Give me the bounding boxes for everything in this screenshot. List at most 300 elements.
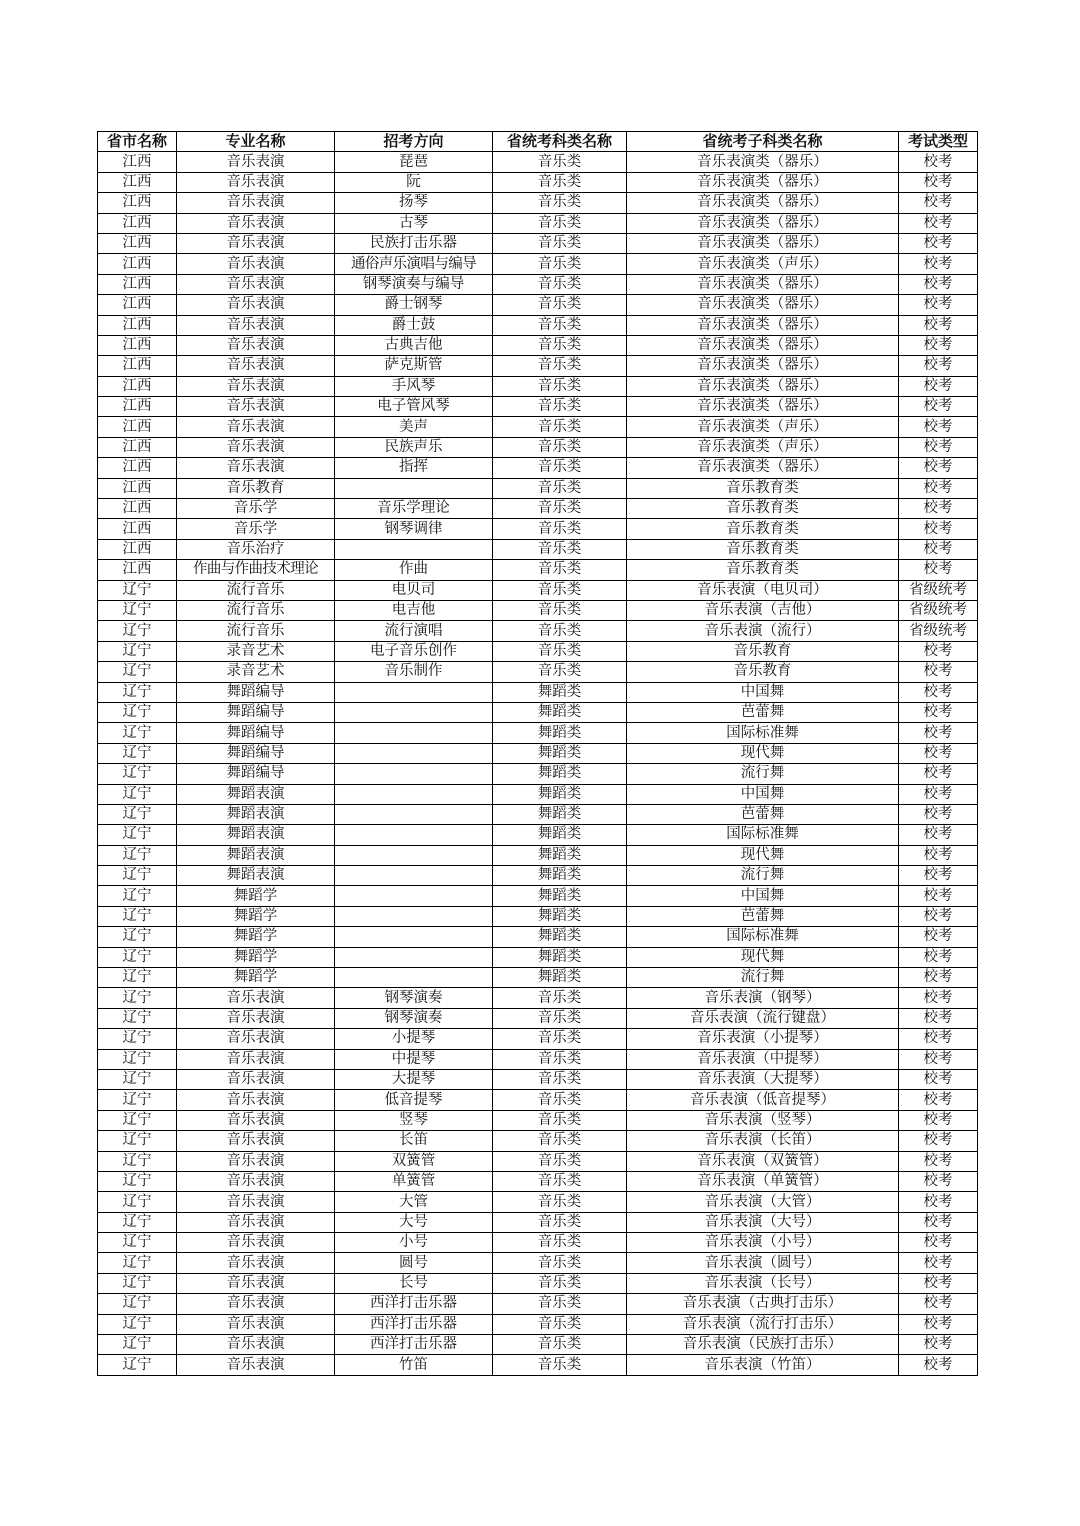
cell-exam-type: 校考 (899, 906, 978, 926)
cell-category: 音乐类 (493, 499, 627, 519)
cell-direction (335, 784, 493, 804)
cell-major: 音乐表演 (177, 988, 335, 1008)
cell-subcategory: 音乐表演（电贝司） (627, 580, 899, 600)
cell-major: 舞蹈学 (177, 927, 335, 947)
table-row (98, 233, 978, 253)
table-header-row (98, 132, 978, 152)
table-row (98, 580, 978, 600)
cell-direction: 电子音乐创作 (335, 641, 493, 661)
cell-province: 辽宁 (98, 1212, 177, 1232)
cell-exam-type: 校考 (899, 152, 978, 172)
cell-province: 辽宁 (98, 886, 177, 906)
cell-exam-type: 校考 (899, 1069, 978, 1089)
cell-category: 舞蹈类 (493, 947, 627, 967)
header-direction: 招考方向 (335, 132, 493, 152)
cell-exam-type: 校考 (899, 723, 978, 743)
table-row (98, 600, 978, 620)
cell-exam-type: 校考 (899, 560, 978, 580)
cell-category: 舞蹈类 (493, 845, 627, 865)
cell-direction (335, 702, 493, 722)
cell-direction (335, 927, 493, 947)
cell-exam-type: 校考 (899, 315, 978, 335)
cell-province: 辽宁 (98, 968, 177, 988)
cell-province: 江西 (98, 152, 177, 172)
cell-exam-type: 校考 (899, 1110, 978, 1130)
cell-subcategory: 音乐教育类 (627, 478, 899, 498)
cell-direction: 大号 (335, 1212, 493, 1232)
cell-major: 音乐表演 (177, 1233, 335, 1253)
cell-exam-type: 省级统考 (899, 621, 978, 641)
cell-exam-type: 校考 (899, 886, 978, 906)
cell-major: 舞蹈编导 (177, 743, 335, 763)
table-row (98, 702, 978, 722)
cell-category: 音乐类 (493, 1029, 627, 1049)
table-row (98, 152, 978, 172)
cell-category: 舞蹈类 (493, 784, 627, 804)
cell-province: 江西 (98, 397, 177, 417)
cell-major: 舞蹈表演 (177, 804, 335, 824)
cell-exam-type: 校考 (899, 295, 978, 315)
cell-direction: 西洋打击乐器 (335, 1314, 493, 1334)
cell-exam-type: 校考 (899, 499, 978, 519)
cell-major: 舞蹈表演 (177, 866, 335, 886)
cell-direction: 扬琴 (335, 193, 493, 213)
table-row (98, 417, 978, 437)
table-row (98, 1192, 978, 1212)
cell-exam-type: 校考 (899, 1233, 978, 1253)
cell-exam-type: 校考 (899, 682, 978, 702)
cell-direction: 低音提琴 (335, 1090, 493, 1110)
cell-subcategory: 音乐表演（民族打击乐） (627, 1335, 899, 1355)
table-row (98, 458, 978, 478)
table-row (98, 1090, 978, 1110)
cell-province: 辽宁 (98, 1314, 177, 1334)
cell-category: 音乐类 (493, 1069, 627, 1089)
cell-category: 舞蹈类 (493, 968, 627, 988)
cell-province: 江西 (98, 539, 177, 559)
cell-subcategory: 音乐表演类（声乐） (627, 417, 899, 437)
cell-province: 辽宁 (98, 743, 177, 763)
cell-direction (335, 947, 493, 967)
header-subcategory: 省统考子科类名称 (627, 132, 899, 152)
cell-category: 音乐类 (493, 356, 627, 376)
cell-subcategory: 音乐表演类（器乐） (627, 315, 899, 335)
cell-exam-type: 校考 (899, 539, 978, 559)
cell-direction (335, 743, 493, 763)
cell-category: 舞蹈类 (493, 886, 627, 906)
table-row (98, 764, 978, 784)
cell-major: 舞蹈表演 (177, 784, 335, 804)
cell-direction: 小号 (335, 1233, 493, 1253)
cell-direction: 电子管风琴 (335, 397, 493, 417)
cell-major: 录音艺术 (177, 662, 335, 682)
cell-category: 舞蹈类 (493, 723, 627, 743)
cell-direction: 西洋打击乐器 (335, 1335, 493, 1355)
cell-direction: 大管 (335, 1192, 493, 1212)
cell-province: 辽宁 (98, 1294, 177, 1314)
enrollment-table (97, 131, 978, 1376)
cell-province: 辽宁 (98, 906, 177, 926)
cell-province: 江西 (98, 233, 177, 253)
cell-exam-type: 校考 (899, 356, 978, 376)
cell-category: 音乐类 (493, 1233, 627, 1253)
cell-direction: 大提琴 (335, 1069, 493, 1089)
cell-direction: 小提琴 (335, 1029, 493, 1049)
cell-direction: 电吉他 (335, 600, 493, 620)
table-row (98, 682, 978, 702)
cell-subcategory: 音乐表演（流行） (627, 621, 899, 641)
cell-province: 江西 (98, 437, 177, 457)
cell-province: 辽宁 (98, 1049, 177, 1069)
cell-direction: 古典吉他 (335, 335, 493, 355)
cell-province: 江西 (98, 193, 177, 213)
cell-subcategory: 音乐表演（长号） (627, 1273, 899, 1293)
table-row (98, 1171, 978, 1191)
cell-exam-type: 校考 (899, 458, 978, 478)
cell-direction (335, 906, 493, 926)
cell-subcategory: 音乐表演类（器乐） (627, 376, 899, 396)
cell-province: 辽宁 (98, 682, 177, 702)
cell-subcategory: 音乐表演（钢琴） (627, 988, 899, 1008)
cell-category: 音乐类 (493, 254, 627, 274)
cell-major: 音乐表演 (177, 1355, 335, 1375)
cell-subcategory: 音乐教育类 (627, 519, 899, 539)
cell-exam-type: 校考 (899, 233, 978, 253)
table-row (98, 376, 978, 396)
cell-exam-type: 校考 (899, 1253, 978, 1273)
cell-province: 江西 (98, 274, 177, 294)
cell-exam-type: 校考 (899, 1008, 978, 1028)
cell-category: 音乐类 (493, 437, 627, 457)
cell-major: 舞蹈学 (177, 947, 335, 967)
cell-major: 音乐表演 (177, 1151, 335, 1171)
cell-major: 音乐表演 (177, 1192, 335, 1212)
cell-subcategory: 音乐表演类（器乐） (627, 233, 899, 253)
cell-exam-type: 校考 (899, 1273, 978, 1293)
cell-exam-type: 校考 (899, 1151, 978, 1171)
cell-direction (335, 968, 493, 988)
cell-category: 音乐类 (493, 1212, 627, 1232)
cell-subcategory: 音乐表演（流行打击乐） (627, 1314, 899, 1334)
cell-province: 辽宁 (98, 580, 177, 600)
table-row (98, 560, 978, 580)
cell-category: 音乐类 (493, 274, 627, 294)
cell-direction: 竹笛 (335, 1355, 493, 1375)
table-row (98, 1212, 978, 1232)
table-row (98, 1131, 978, 1151)
table-row (98, 866, 978, 886)
cell-direction: 爵士钢琴 (335, 295, 493, 315)
table-row (98, 1008, 978, 1028)
cell-category: 音乐类 (493, 172, 627, 192)
cell-subcategory: 音乐表演（圆号） (627, 1253, 899, 1273)
cell-category: 音乐类 (493, 1273, 627, 1293)
cell-major: 音乐表演 (177, 417, 335, 437)
table-row (98, 1253, 978, 1273)
cell-subcategory: 中国舞 (627, 784, 899, 804)
cell-province: 江西 (98, 335, 177, 355)
cell-province: 辽宁 (98, 1029, 177, 1049)
cell-exam-type: 校考 (899, 1029, 978, 1049)
table-row (98, 295, 978, 315)
cell-subcategory: 音乐表演（中提琴） (627, 1049, 899, 1069)
cell-direction: 通俗声乐演唱与编导 (335, 254, 493, 274)
cell-exam-type: 校考 (899, 743, 978, 763)
cell-exam-type: 校考 (899, 254, 978, 274)
cell-exam-type: 校考 (899, 968, 978, 988)
cell-exam-type: 校考 (899, 193, 978, 213)
cell-major: 舞蹈编导 (177, 764, 335, 784)
table-row (98, 193, 978, 213)
cell-direction (335, 804, 493, 824)
cell-subcategory: 现代舞 (627, 845, 899, 865)
cell-category: 音乐类 (493, 213, 627, 233)
cell-subcategory: 国际标准舞 (627, 723, 899, 743)
cell-province: 辽宁 (98, 1233, 177, 1253)
table-row (98, 1314, 978, 1334)
cell-major: 音乐表演 (177, 437, 335, 457)
cell-major: 作曲与作曲技术理论 (177, 560, 335, 580)
table-row (98, 397, 978, 417)
cell-category: 音乐类 (493, 560, 627, 580)
table-row (98, 539, 978, 559)
cell-direction (335, 845, 493, 865)
cell-major: 音乐表演 (177, 1253, 335, 1273)
cell-category: 音乐类 (493, 1131, 627, 1151)
cell-category: 音乐类 (493, 193, 627, 213)
cell-province: 辽宁 (98, 866, 177, 886)
cell-exam-type: 校考 (899, 213, 978, 233)
table-row (98, 437, 978, 457)
cell-exam-type: 校考 (899, 519, 978, 539)
cell-province: 辽宁 (98, 1253, 177, 1273)
cell-exam-type: 校考 (899, 1192, 978, 1212)
cell-subcategory: 流行舞 (627, 968, 899, 988)
cell-direction: 单簧管 (335, 1171, 493, 1191)
cell-category: 音乐类 (493, 233, 627, 253)
cell-subcategory: 音乐表演类（器乐） (627, 213, 899, 233)
header-exam-type: 考试类型 (899, 132, 978, 152)
cell-direction: 钢琴演奏 (335, 1008, 493, 1028)
cell-category: 音乐类 (493, 417, 627, 437)
cell-major: 音乐表演 (177, 193, 335, 213)
cell-subcategory: 音乐表演（双簧管） (627, 1151, 899, 1171)
cell-province: 江西 (98, 458, 177, 478)
cell-exam-type: 校考 (899, 866, 978, 886)
cell-direction: 西洋打击乐器 (335, 1294, 493, 1314)
cell-category: 音乐类 (493, 335, 627, 355)
table-row (98, 1069, 978, 1089)
cell-major: 音乐表演 (177, 356, 335, 376)
cell-subcategory: 芭蕾舞 (627, 906, 899, 926)
cell-category: 音乐类 (493, 1110, 627, 1130)
cell-category: 舞蹈类 (493, 866, 627, 886)
cell-major: 音乐表演 (177, 233, 335, 253)
cell-subcategory: 音乐表演类（器乐） (627, 172, 899, 192)
cell-subcategory: 音乐表演类（声乐） (627, 254, 899, 274)
cell-exam-type: 校考 (899, 1090, 978, 1110)
cell-direction: 爵士鼓 (335, 315, 493, 335)
cell-exam-type: 校考 (899, 641, 978, 661)
cell-category: 音乐类 (493, 1090, 627, 1110)
table-row (98, 1355, 978, 1375)
cell-direction: 美声 (335, 417, 493, 437)
cell-direction (335, 478, 493, 498)
table-row (98, 1049, 978, 1069)
cell-subcategory: 音乐教育类 (627, 539, 899, 559)
cell-direction: 中提琴 (335, 1049, 493, 1069)
cell-province: 辽宁 (98, 1008, 177, 1028)
cell-major: 音乐表演 (177, 1273, 335, 1293)
cell-subcategory: 音乐教育 (627, 662, 899, 682)
cell-subcategory: 芭蕾舞 (627, 702, 899, 722)
header-major: 专业名称 (177, 132, 335, 152)
table-row (98, 988, 978, 1008)
table-row (98, 947, 978, 967)
table-body (98, 152, 978, 1375)
cell-province: 辽宁 (98, 662, 177, 682)
cell-direction (335, 866, 493, 886)
cell-exam-type: 校考 (899, 1314, 978, 1334)
cell-exam-type: 校考 (899, 1212, 978, 1232)
cell-major: 音乐表演 (177, 213, 335, 233)
cell-major: 舞蹈学 (177, 906, 335, 926)
cell-direction: 钢琴演奏与编导 (335, 274, 493, 294)
cell-province: 辽宁 (98, 723, 177, 743)
cell-major: 音乐表演 (177, 1049, 335, 1069)
table-row (98, 1110, 978, 1130)
cell-exam-type: 校考 (899, 784, 978, 804)
table-row (98, 1273, 978, 1293)
cell-major: 音乐表演 (177, 1069, 335, 1089)
cell-subcategory: 国际标准舞 (627, 825, 899, 845)
cell-subcategory: 国际标准舞 (627, 927, 899, 947)
table-row (98, 254, 978, 274)
cell-category: 舞蹈类 (493, 764, 627, 784)
cell-direction: 长号 (335, 1273, 493, 1293)
cell-direction: 流行演唱 (335, 621, 493, 641)
cell-major: 音乐表演 (177, 335, 335, 355)
cell-exam-type: 校考 (899, 1335, 978, 1355)
cell-direction (335, 682, 493, 702)
cell-category: 音乐类 (493, 1171, 627, 1191)
table-row (98, 886, 978, 906)
cell-subcategory: 音乐表演类（器乐） (627, 152, 899, 172)
table-row (98, 356, 978, 376)
cell-major: 音乐表演 (177, 397, 335, 417)
cell-category: 舞蹈类 (493, 906, 627, 926)
cell-subcategory: 现代舞 (627, 947, 899, 967)
cell-subcategory: 音乐表演（单簧管） (627, 1171, 899, 1191)
cell-exam-type: 校考 (899, 274, 978, 294)
cell-exam-type: 校考 (899, 478, 978, 498)
cell-category: 舞蹈类 (493, 927, 627, 947)
cell-category: 音乐类 (493, 988, 627, 1008)
cell-subcategory: 音乐表演类（器乐） (627, 274, 899, 294)
cell-direction: 竖琴 (335, 1110, 493, 1130)
cell-major: 舞蹈编导 (177, 723, 335, 743)
cell-major: 音乐表演 (177, 376, 335, 396)
cell-direction (335, 764, 493, 784)
table-row (98, 213, 978, 233)
cell-direction: 民族声乐 (335, 437, 493, 457)
cell-exam-type: 校考 (899, 927, 978, 947)
cell-subcategory: 音乐表演（小号） (627, 1233, 899, 1253)
cell-province: 辽宁 (98, 621, 177, 641)
cell-province: 辽宁 (98, 947, 177, 967)
cell-province: 辽宁 (98, 641, 177, 661)
cell-subcategory: 音乐表演（大管） (627, 1192, 899, 1212)
cell-province: 辽宁 (98, 988, 177, 1008)
cell-major: 流行音乐 (177, 580, 335, 600)
cell-category: 音乐类 (493, 1253, 627, 1273)
cell-exam-type: 校考 (899, 1355, 978, 1375)
cell-major: 音乐学 (177, 499, 335, 519)
cell-exam-type: 校考 (899, 947, 978, 967)
cell-major: 音乐表演 (177, 172, 335, 192)
cell-category: 音乐类 (493, 539, 627, 559)
table-row (98, 845, 978, 865)
cell-subcategory: 音乐表演（古典打击乐） (627, 1294, 899, 1314)
table-row (98, 804, 978, 824)
cell-exam-type: 省级统考 (899, 580, 978, 600)
cell-exam-type: 校考 (899, 335, 978, 355)
cell-subcategory: 音乐表演（吉他） (627, 600, 899, 620)
cell-category: 音乐类 (493, 152, 627, 172)
cell-subcategory: 现代舞 (627, 743, 899, 763)
cell-direction: 古琴 (335, 213, 493, 233)
cell-major: 舞蹈编导 (177, 682, 335, 702)
cell-major: 舞蹈学 (177, 968, 335, 988)
cell-exam-type: 校考 (899, 804, 978, 824)
cell-province: 江西 (98, 519, 177, 539)
cell-category: 音乐类 (493, 600, 627, 620)
cell-subcategory: 音乐表演（低音提琴） (627, 1090, 899, 1110)
cell-province: 江西 (98, 356, 177, 376)
cell-subcategory: 音乐表演（竹笛） (627, 1355, 899, 1375)
cell-province: 辽宁 (98, 702, 177, 722)
cell-exam-type: 校考 (899, 702, 978, 722)
cell-direction: 音乐学理论 (335, 499, 493, 519)
table-row (98, 1029, 978, 1049)
cell-direction: 长笛 (335, 1131, 493, 1151)
cell-major: 音乐表演 (177, 1335, 335, 1355)
cell-major: 舞蹈学 (177, 886, 335, 906)
table-row (98, 335, 978, 355)
cell-province: 江西 (98, 478, 177, 498)
cell-direction: 电贝司 (335, 580, 493, 600)
cell-direction (335, 539, 493, 559)
cell-major: 流行音乐 (177, 621, 335, 641)
cell-exam-type: 校考 (899, 376, 978, 396)
cell-major: 音乐表演 (177, 1029, 335, 1049)
cell-category: 舞蹈类 (493, 682, 627, 702)
cell-province: 江西 (98, 315, 177, 335)
table-row (98, 662, 978, 682)
cell-province: 江西 (98, 376, 177, 396)
cell-province: 辽宁 (98, 1090, 177, 1110)
cell-exam-type: 校考 (899, 397, 978, 417)
cell-exam-type: 校考 (899, 825, 978, 845)
table-row (98, 641, 978, 661)
cell-direction: 琵琶 (335, 152, 493, 172)
cell-direction: 指挥 (335, 458, 493, 478)
cell-category: 音乐类 (493, 478, 627, 498)
cell-category: 音乐类 (493, 1355, 627, 1375)
table-row (98, 478, 978, 498)
cell-subcategory: 音乐表演类（器乐） (627, 397, 899, 417)
cell-category: 音乐类 (493, 580, 627, 600)
